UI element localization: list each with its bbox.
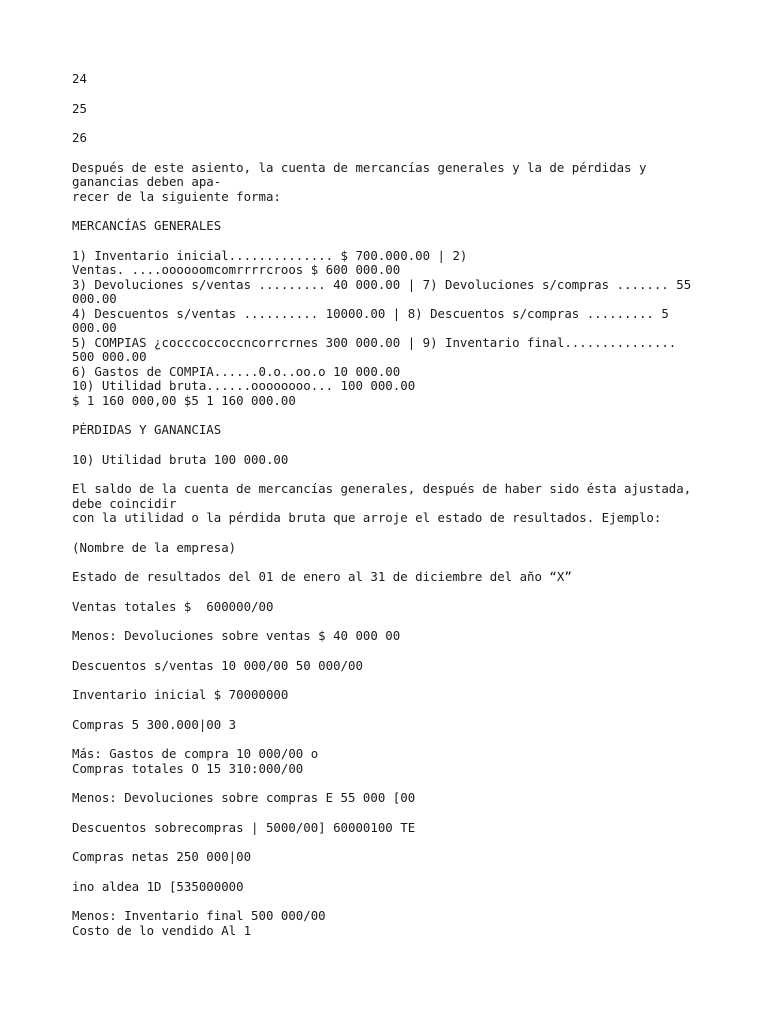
text-line: 4) Descuentos s/ventas .......... 10000.00 | 8) Descuentos s/compras ......... 5 (72, 305, 669, 321)
paragraph (72, 659, 712, 674)
text-line: Descuentos sobrecompras | 5000/00] 60000100 TE (72, 819, 416, 835)
paragraph (72, 688, 712, 703)
text-line: Compras totales O 15 310:000/00 (72, 760, 304, 776)
paragraph (72, 570, 712, 585)
text-line: 10) Utilidad bruta 100 000.00 (72, 451, 289, 467)
paragraph (72, 821, 712, 836)
paragraph (72, 629, 712, 644)
text-line: debe coincidir (72, 495, 177, 511)
text-line: 6) Gastos de COMPIA......0.o..oo.o 10 000.00 (72, 363, 401, 379)
text-line: Después de este asiento, la cuenta de mercancías generales y la de pérdidas y (72, 159, 647, 175)
text-line: Descuentos s/ventas 10 000/00 50 000/00 (72, 657, 363, 673)
text-line: 000.00 (72, 320, 117, 335)
text-line: ino aldea 1D [535000000 (72, 878, 244, 894)
text-line: con la utilidad o la pérdida bruta que arroje el estado de resultados. Ejemplo: (72, 510, 662, 525)
text-line: Menos: Devoluciones sobre ventas $ 40 000 00 (72, 628, 401, 643)
paragraph (72, 249, 712, 409)
paragraph (72, 131, 712, 146)
paragraph (72, 909, 712, 938)
text-line: MERCANCÍAS GENERALES (72, 218, 222, 233)
paragraph (72, 541, 712, 556)
text-line: recer de la siguiente forma: (72, 188, 281, 204)
text-line: 5) COMPIAS ¿cocccoccoccncorrcrnes 300 000.00 | 9) Inventario final............... (72, 334, 677, 350)
text-line: Menos: Inventario final 500 000/00 (72, 908, 326, 923)
text-line: 10) Utilidad bruta......oooooooo... 100 000.00 (72, 378, 416, 393)
text-line: 25 (72, 100, 87, 116)
text-line: 24 (72, 71, 87, 86)
paragraph (72, 600, 712, 615)
text-line: Más: Gastos de compra 10 000/00 o (72, 746, 319, 761)
paragraph (72, 72, 712, 87)
text-line: Estado de resultados del 01 de enero al 31 de diciembre del año “X” (72, 569, 572, 584)
text-line: ganancias deben apa- (72, 174, 222, 189)
paragraph (72, 219, 712, 234)
text-line: Ventas totales $ 600000/00 (72, 598, 274, 614)
text-line: (Nombre de la empresa) (72, 539, 237, 555)
text-line: 000.00 (72, 291, 117, 306)
paragraph (72, 880, 712, 895)
text-line: Inventario inicial $ 70000000 (72, 687, 289, 702)
text-line: Menos: Devoluciones sobre compras E 55 000 [00 (72, 790, 416, 805)
text-line: Compras netas 250 000|00 (72, 849, 252, 864)
text-line: 500 000.00 (72, 349, 147, 364)
paragraph (72, 423, 712, 438)
paragraph (72, 453, 712, 468)
text-line: 26 (72, 130, 87, 145)
text-line: Costo de lo vendido Al 1 (72, 922, 252, 938)
text-line: $ 1 160 000,00 $5 1 160 000.00 (72, 392, 296, 408)
paragraph (72, 718, 712, 733)
text-line: 1) Inventario inicial.............. $ 700.000.00 | 2) (72, 247, 468, 263)
paragraph (72, 747, 712, 776)
paragraph (72, 791, 712, 806)
paragraph (72, 161, 712, 205)
text-line: Compras 5 300.000|00 3 (72, 716, 237, 732)
paragraph (72, 102, 712, 117)
paragraph (72, 482, 712, 526)
text-line: PÉRDIDAS Y GANANCIAS (72, 422, 222, 437)
text-line: El saldo de la cuenta de mercancías generales, después de haber sido ésta ajustada, (72, 481, 692, 496)
text-line: Ventas. ....oooooomcomrrrrcroos $ 600 000.00 (72, 262, 401, 277)
text-line: 3) Devoluciones s/ventas ......... 40 000.00 | 7) Devoluciones s/compras ....... 55 (72, 276, 692, 292)
document-page (72, 72, 712, 953)
paragraph (72, 850, 712, 865)
